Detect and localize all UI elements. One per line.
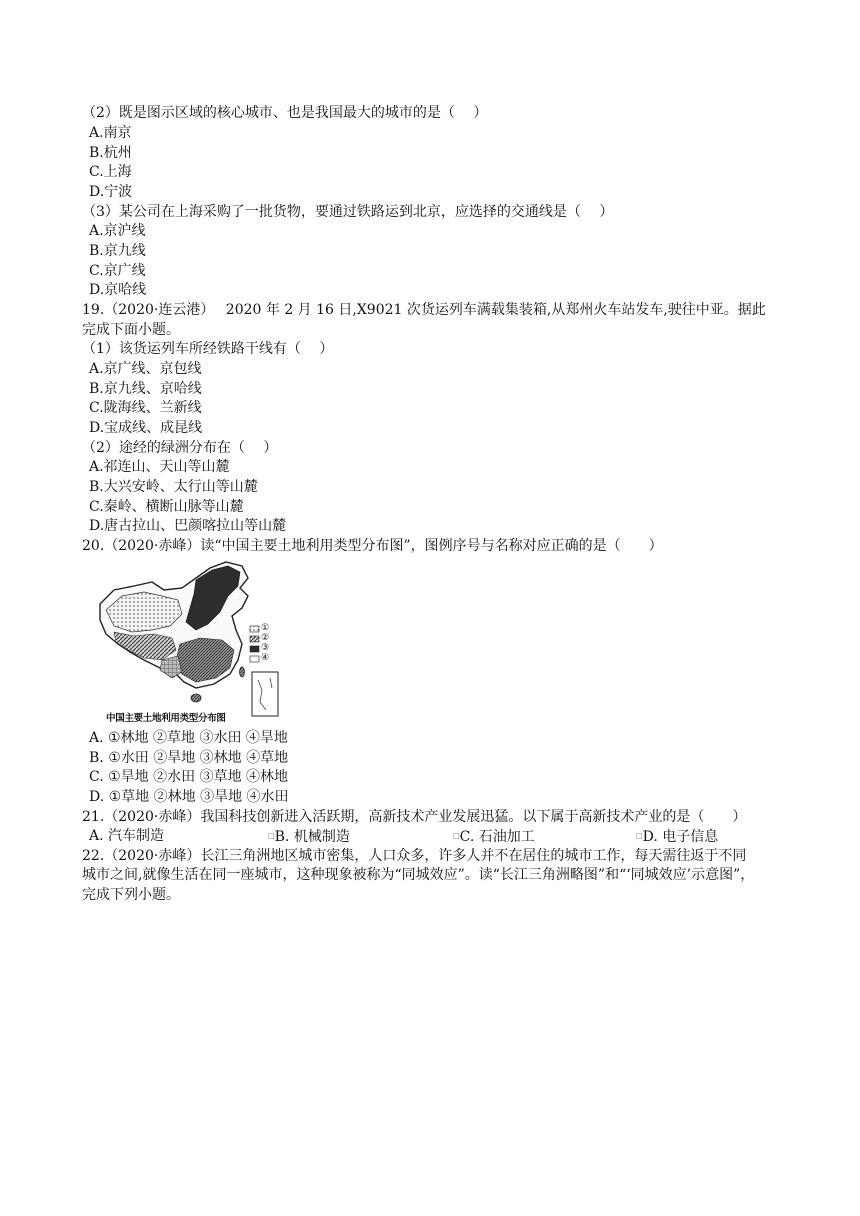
option-d: D.唐古拉山、巴颜喀拉山等山麓 bbox=[89, 518, 287, 534]
tab-mark: □ bbox=[268, 832, 275, 840]
option-c: C.京广线 bbox=[89, 263, 146, 279]
option-c-text: C. 石油加工 bbox=[459, 828, 535, 845]
question-19-2-stem: （2）途经的绿洲分布在（ ） bbox=[82, 440, 278, 456]
question-19-stem-line1: 19.（2020·连云港） 2020 年 2 月 16 日,X9021 次货运列车满载集装箱,从郑州火车站发车,驶往中亚。据此 bbox=[82, 302, 766, 318]
option-a: A.南京 bbox=[89, 125, 132, 141]
option-d bbox=[636, 827, 718, 847]
option-c: C.秦岭、横断山脉等山麓 bbox=[89, 499, 244, 515]
legend-label-3: ③ bbox=[261, 643, 270, 653]
option-c bbox=[453, 827, 535, 847]
question-18-2-stem: （2）既是图示区域的核心城市、也是我国最大的城市的是（ ） bbox=[82, 105, 488, 121]
question-22-line1: 22.（2020·赤峰）长江三角洲地区城市密集，人口众多，许多人并不在居住的城市工作，每天需往返于不同 bbox=[82, 848, 747, 864]
option-c: C. ①旱地 ②水田 ③草地 ④林地 bbox=[89, 769, 289, 785]
option-b: B.京九线 bbox=[89, 243, 146, 259]
map-caption: 中国主要土地利用类型分布图 bbox=[106, 713, 226, 724]
question-18-3-stem: （3）某公司在上海采购了一批货物，要通过铁路运到北京，应选择的交通线是（ ） bbox=[82, 204, 614, 220]
option-b: B.大兴安岭、太行山等山麓 bbox=[89, 479, 258, 495]
legend-label-4: ④ bbox=[261, 653, 270, 663]
question-19-stem-line2: 完成下面小题。 bbox=[82, 322, 180, 338]
question-20-stem: 20.（2020·赤峰）读“中国主要土地利用类型分布图”，图例序号与名称对应正确的是（ ） bbox=[82, 538, 663, 554]
option-a: A. ①林地 ②草地 ③水田 ④旱地 bbox=[89, 730, 288, 746]
option-d: D.宝成线、成昆线 bbox=[89, 420, 203, 436]
tab-mark: □ bbox=[636, 832, 643, 840]
china-land-use-map bbox=[92, 560, 286, 726]
question-22-line2: 城市之间,就像生活在同一座城市，这种现象被称为“同城效应”。读“长江三角洲略图”和“‘同城效应’示意图”， bbox=[82, 867, 755, 883]
legend-label-2: ② bbox=[261, 633, 270, 643]
option-b bbox=[268, 827, 350, 847]
option-b-text: B. 机械制造 bbox=[274, 828, 350, 845]
option-b: B.京九线、京哈线 bbox=[89, 381, 202, 397]
map-figure bbox=[92, 560, 286, 726]
option-d: D. ①草地 ②林地 ③旱地 ④水田 bbox=[89, 789, 289, 805]
option-a: A.祁连山、天山等山麓 bbox=[89, 459, 230, 475]
legend-label-1: ① bbox=[261, 623, 270, 633]
tab-mark: □ bbox=[453, 832, 460, 840]
option-b: B.杭州 bbox=[89, 145, 132, 161]
option-d: D.京哈线 bbox=[89, 282, 147, 298]
option-d: D.宁波 bbox=[89, 184, 133, 200]
option-c: C.陇海线、兰新线 bbox=[89, 400, 202, 416]
option-c: C.上海 bbox=[89, 164, 132, 180]
option-d-text: D. 电子信息 bbox=[642, 828, 719, 845]
option-a: A.京沪线 bbox=[89, 223, 146, 239]
question-19-1-stem: （1）该货运列车所经铁路干线有（ ） bbox=[82, 341, 334, 357]
option-a: A. 汽车制造 bbox=[89, 828, 165, 844]
question-21-stem: 21.（2020·赤峰）我国科技创新进入活跃期，高新技术产业发展迅猛。以下属于高新技术产业的是（ ） bbox=[82, 809, 747, 825]
option-a: A.京广线、京包线 bbox=[89, 361, 202, 377]
option-b: B. ①水田 ②旱地 ③林地 ④草地 bbox=[89, 750, 289, 766]
question-22-line3: 完成下列小题。 bbox=[82, 887, 180, 903]
